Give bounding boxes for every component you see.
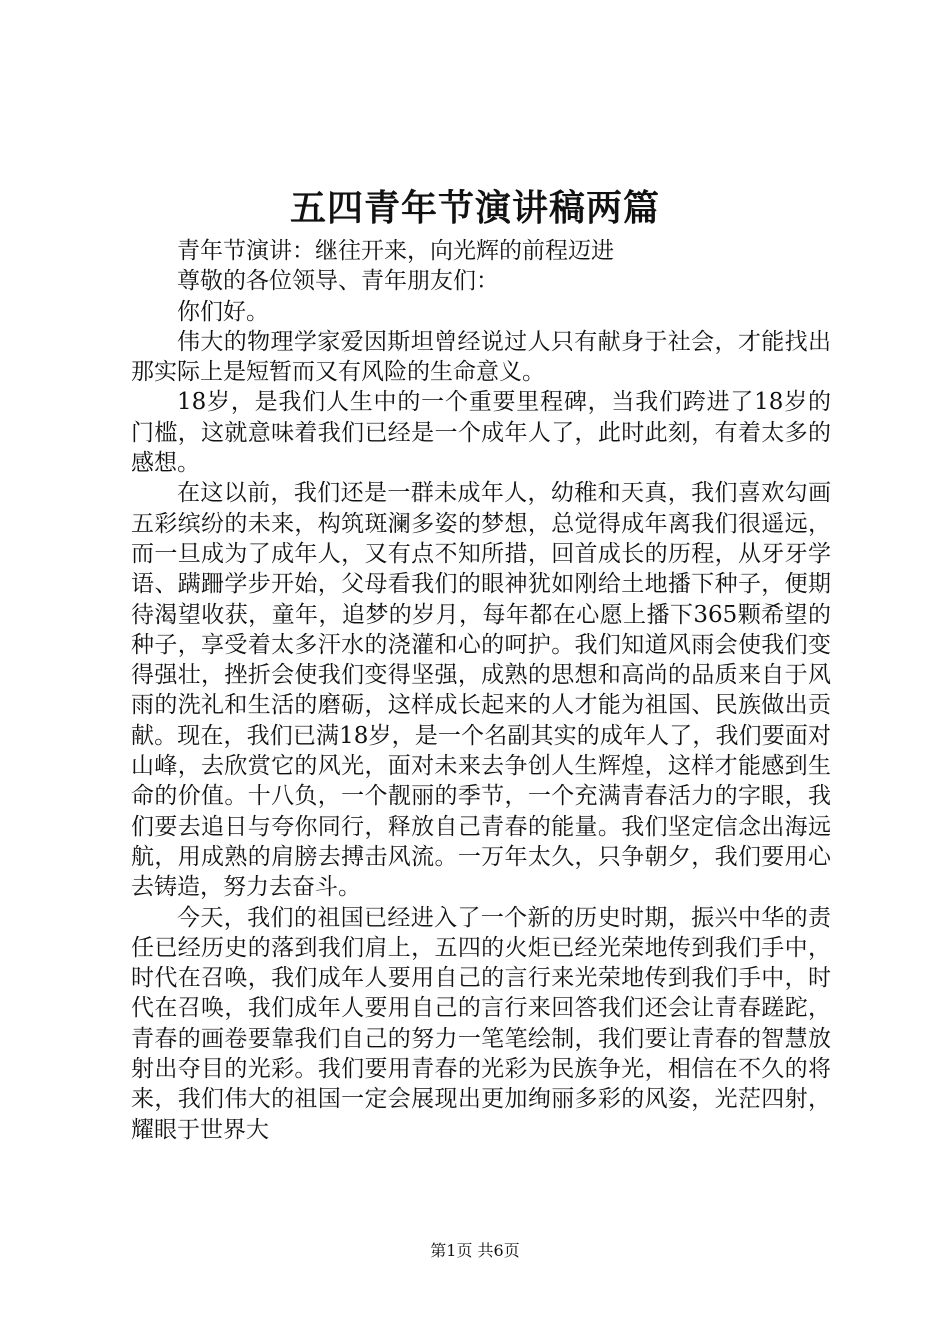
paragraph-growth: 在这以前，我们还是一群未成年人，幼稚和天真，我们喜欢勾画五彩缤纷的未来，构筑斑澜多姿的梦想，总觉得成年离我们很遥远，而一旦成为了成年人，又有点不知所措，回首成长的历程，从牙牙学语、蹒跚学步开始，父母看我们的眼神犹如刚给土地播下种子，便期待渴望收获，童年，追梦的岁月，每年都在心愿上播下365颗希望的种子，享受着太多汗水的浇灌和心的呵护。我们知道风雨会使我们变得强壮，挫折会使我们变得坚强，成熟的思想和高尚的品质来自于风雨的洗礼和生活的磨砺，这样成长起来的人才能为祖国、民族做出贡献。现在，我们已满18岁，是一个名副其实的成年人了，我们要面对山峰，去欣赏它的风光，面对未来去争创人生辉煌，这样才能感到生命的价值。十八负，一个靓丽的季节，一个充满青春活力的字眼，我们要去追日与夸你同行，释放自己青春的能量。我们坚定信念出海远航，用成熟的肩膀去搏击风流。一万年太久，只争朝夕，我们要用心去铸造，努力去奋斗。 <box>131 480 831 901</box>
paragraph-greeting: 你们好。 <box>177 298 269 325</box>
document-body <box>131 236 831 1145</box>
paragraph-quote: 伟大的物理学家爱因斯坦曾经说过人只有献身于社会，才能找出那实际上是短暂而又有风险的生命意义。 <box>131 328 831 386</box>
paragraph-subtitle: 青年节演讲：继往开来，向光辉的前程迈进 <box>177 238 614 264</box>
page-footer: 第1页 共6页 <box>430 1241 520 1260</box>
paragraph-salutation: 尊敬的各位领导、青年朋友们： <box>177 268 499 295</box>
paragraph-today: 今天，我们的祖国已经进入了一个新的历史时期，振兴中华的责任已经历史的落到我们肩上，五四的火炬已经光荣地传到我们手中，时代在召唤，我们成年人要用自己的言行来光荣地传到我们手中，时代在召唤，我们成年人要用自己的言行来回答我们还会让青春蹉跎，青春的画卷要靠我们自己的努力一笔笔绘制，我们要让青春的智慧放射出夺目的光彩。我们要用青春的光彩为民族争光，相信在不久的将来，我们伟大的祖国一定会展现出更加绚丽多彩的风姿，光茫四射，耀眼于世界大 <box>131 904 831 1143</box>
document-title: 五四青年节演讲稿两篇 <box>289 187 660 229</box>
paragraph-eighteen: 18岁，是我们人生中的一个重要里程碑，当我们跨进了18岁的门槛，这就意味着我们已经是一个成年人了，此时此刻，有着太多的感想。 <box>131 389 831 477</box>
